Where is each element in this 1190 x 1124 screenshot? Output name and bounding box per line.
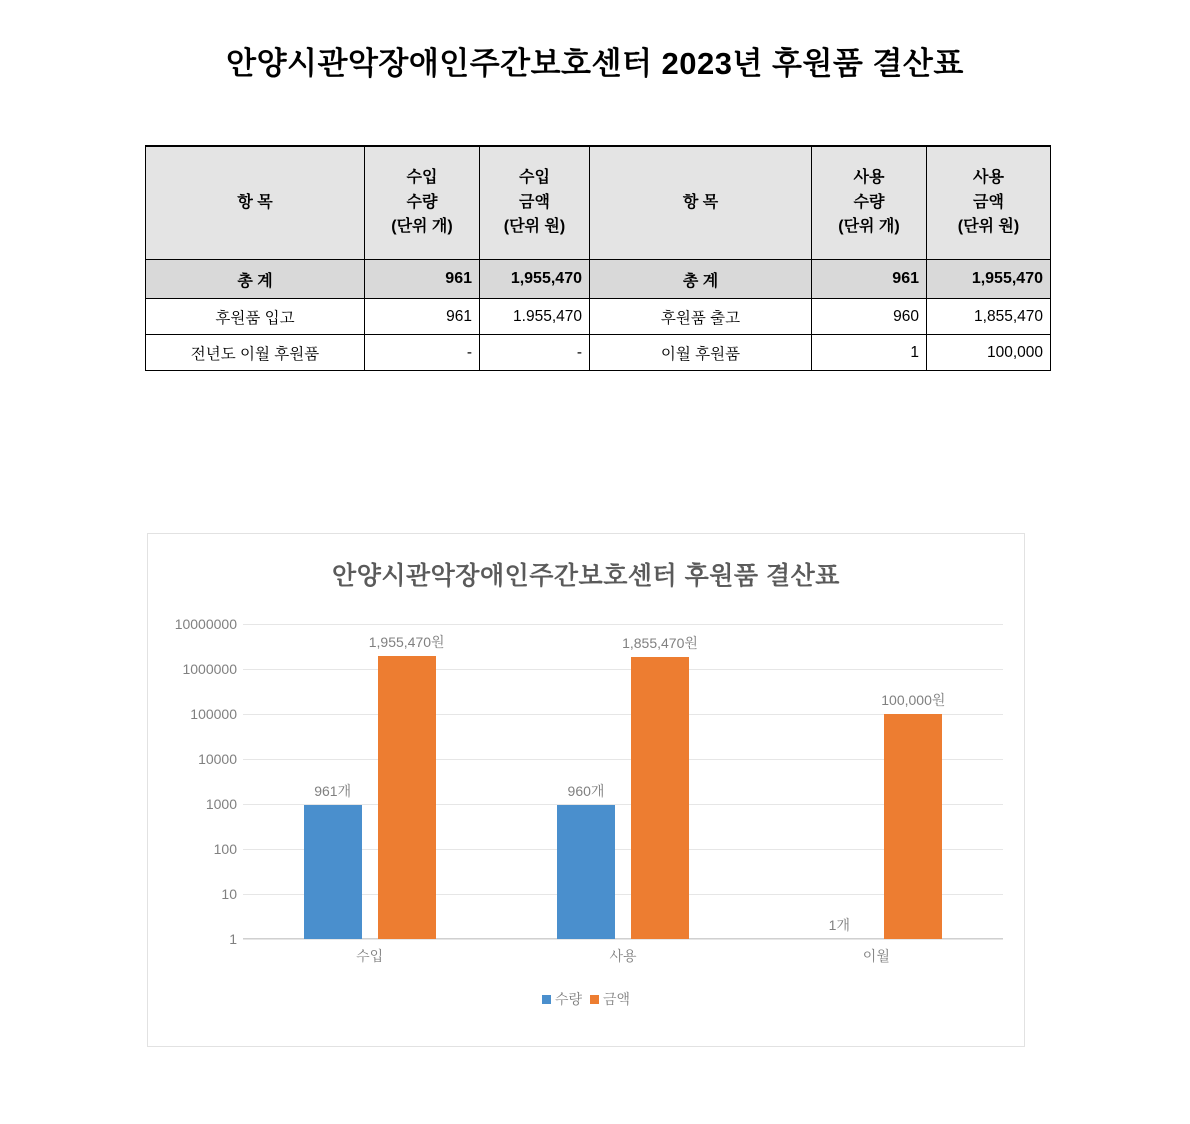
chart-gridline bbox=[243, 624, 1003, 625]
header-income-qty bbox=[365, 146, 480, 260]
row0-use-amount: 1,855,470 bbox=[927, 299, 1051, 335]
header-income-amt-line2: 금액 bbox=[519, 193, 550, 211]
chart-legend-label: 수량 bbox=[554, 991, 582, 1007]
chart-bar bbox=[884, 714, 942, 939]
chart-data-label: 1,955,470원 bbox=[368, 633, 445, 650]
chart-bar bbox=[631, 657, 689, 939]
row1-use-amount: 100,000 bbox=[927, 335, 1051, 371]
chart-bar bbox=[557, 805, 615, 939]
row0-income-amount: 1.955,470 bbox=[480, 299, 590, 335]
chart-y-tick-label: 1000 bbox=[205, 796, 237, 812]
header-use-amt-unit: (단위 원) bbox=[957, 218, 1020, 236]
chart-y-tick-label: 10000 bbox=[198, 751, 237, 767]
chart-y-tick-label: 10 bbox=[221, 886, 237, 902]
chart-data-label: 1개 bbox=[828, 917, 850, 933]
row0-use-qty: 960 bbox=[812, 299, 927, 335]
chart-y-tick-label: 100 bbox=[213, 841, 237, 857]
row1-income-amount: - bbox=[480, 335, 590, 371]
chart-y-tick-label: 1000000 bbox=[182, 661, 237, 677]
header-use-qty bbox=[812, 146, 927, 260]
chart-title: 안양시관악장애인주간보호센터 후원품 결산표 bbox=[332, 562, 840, 590]
chart-legend-label: 금액 bbox=[603, 991, 631, 1007]
chart-legend bbox=[148, 989, 1024, 1009]
header-item-left: 항 목 bbox=[146, 146, 365, 260]
table-row-total bbox=[146, 260, 1051, 299]
total-label-left: 총 계 bbox=[146, 260, 365, 299]
settlement-table bbox=[145, 145, 1051, 371]
row1-label-left: 전년도 이월 후원품 bbox=[146, 335, 365, 371]
header-income-amt-unit: (단위 원) bbox=[503, 218, 566, 236]
chart-x-tick-label: 사용 bbox=[609, 948, 637, 964]
header-income-qty-line2: 수량 bbox=[406, 193, 438, 211]
chart-x-tick-label: 수입 bbox=[356, 948, 384, 964]
row1-income-qty: - bbox=[365, 335, 480, 371]
total-income-amount: 1,955,470 bbox=[480, 260, 590, 299]
chart-data-label: 1,855,470원 bbox=[622, 634, 698, 651]
total-use-amount: 1,955,470 bbox=[927, 260, 1051, 299]
chart-y-tick-label: 100000 bbox=[190, 706, 237, 722]
header-use-qty-unit: (단위 개) bbox=[838, 218, 900, 236]
legend-swatch-icon bbox=[542, 995, 551, 1004]
chart-data-label: 960개 bbox=[567, 782, 605, 799]
header-use-amount bbox=[927, 146, 1051, 260]
total-label-right: 총 계 bbox=[590, 260, 812, 299]
row1-use-qty: 1 bbox=[812, 335, 927, 371]
table-row bbox=[146, 335, 1051, 371]
chart-x-tick-label: 이월 bbox=[862, 948, 890, 964]
chart-gridline bbox=[243, 669, 1003, 670]
header-income-qty-line1: 수입 bbox=[406, 168, 438, 186]
table-header-row bbox=[146, 146, 1051, 260]
row0-label-right: 후원품 출고 bbox=[590, 299, 812, 335]
row0-label-left: 후원품 입고 bbox=[146, 299, 365, 335]
header-item-right: 항 목 bbox=[590, 146, 812, 260]
chart-y-tick-label: 1 bbox=[229, 931, 237, 947]
chart-legend-item bbox=[542, 991, 582, 1007]
chart-bar bbox=[378, 656, 436, 939]
row0-income-qty: 961 bbox=[365, 299, 480, 335]
chart-plot-area bbox=[174, 616, 1003, 964]
chart-gridline bbox=[243, 939, 1003, 940]
total-use-qty: 961 bbox=[812, 260, 927, 299]
header-income-amount bbox=[480, 146, 590, 260]
chart-data-label: 100,000원 bbox=[881, 692, 946, 708]
header-use-amt-line2: 금액 bbox=[973, 193, 1004, 211]
chart-bar bbox=[304, 805, 362, 939]
header-use-amt-line1: 사용 bbox=[973, 168, 1004, 186]
chart-data-label: 961개 bbox=[314, 782, 352, 799]
table-row bbox=[146, 299, 1051, 335]
row1-label-right: 이월 후원품 bbox=[590, 335, 812, 371]
header-use-qty-line1: 사용 bbox=[853, 168, 885, 186]
legend-swatch-icon bbox=[590, 995, 599, 1004]
page-title: 안양시관악장애인주간보호센터 2023년 후원품 결산표 bbox=[226, 46, 964, 81]
header-use-qty-line2: 수량 bbox=[853, 193, 885, 211]
total-income-qty: 961 bbox=[365, 260, 480, 299]
settlement-table-container bbox=[145, 145, 1050, 371]
chart-y-tick-label: 10000000 bbox=[174, 616, 237, 632]
header-income-qty-unit: (단위 개) bbox=[391, 218, 453, 236]
chart-legend-item bbox=[590, 991, 630, 1007]
header-income-amt-line1: 수입 bbox=[519, 168, 550, 186]
chart-card bbox=[147, 533, 1025, 1047]
